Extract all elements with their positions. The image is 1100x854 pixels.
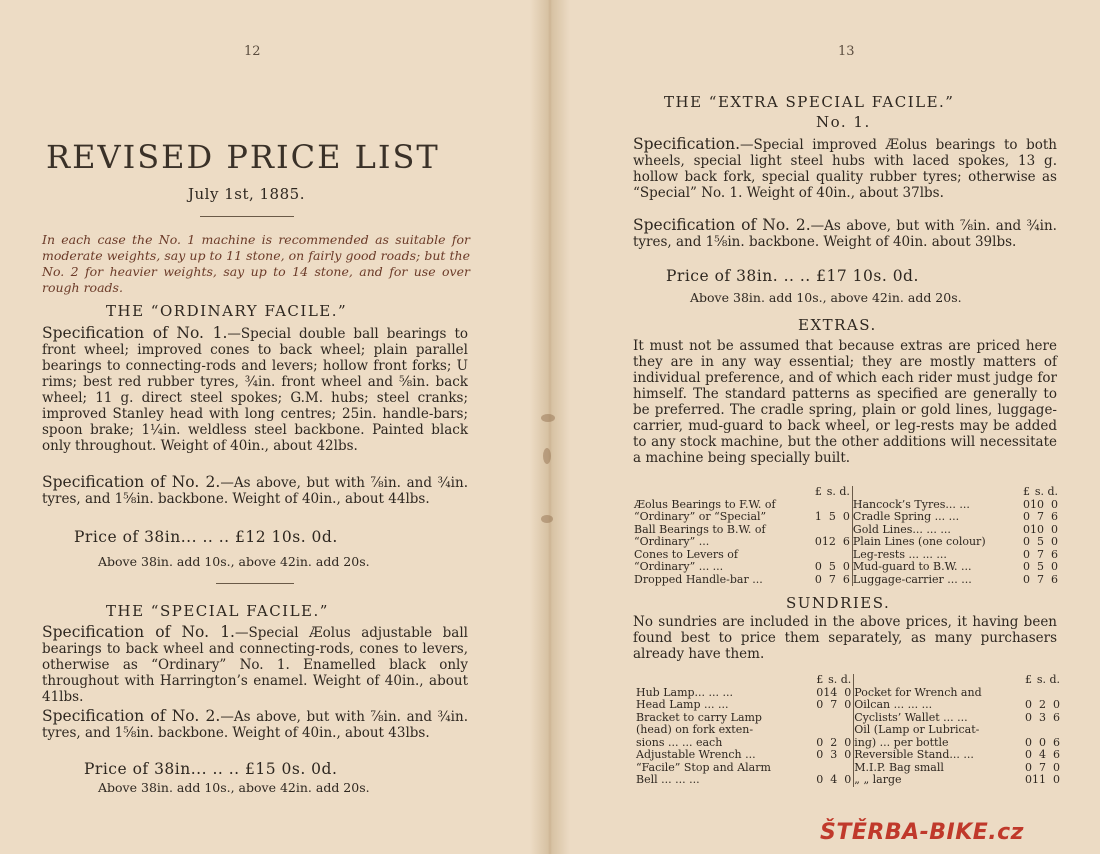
pence-value: 6 [1051, 510, 1058, 523]
item-name: Pocket for Wrench and [854, 685, 982, 699]
item-name: Oil (Lamp or Lubricat- [854, 723, 980, 736]
pence-value [837, 712, 851, 725]
pounds-value [809, 712, 823, 725]
special-facile-heading: THE “SPECIAL FACILE.” [106, 602, 329, 620]
pence-header: d. [1049, 673, 1060, 686]
pounds-value: 0 [816, 698, 824, 711]
pounds-value: 0 [1023, 510, 1030, 523]
pounds-value: 0 [814, 572, 822, 586]
item-name: sions ... ... each [636, 735, 723, 749]
pounds-value: 0 [816, 773, 824, 786]
extras-heading: EXTRAS. [798, 316, 877, 334]
item-name: Cyclists’ Wallet ... ... [854, 710, 968, 724]
pounds-value: 0 [1023, 560, 1030, 573]
pounds-value: 0 [1023, 535, 1030, 548]
special-spec-1 [42, 624, 468, 705]
shillings-value: 7 [1037, 510, 1044, 523]
sundries-paragraph: No sundries are included in the above prices, it having been found best to price them separately, as many purchasers already have them. [633, 614, 1057, 662]
item-name: Leg-rests ... ... ... [852, 547, 947, 561]
shillings-value [823, 712, 837, 725]
pence-value: 0 [844, 735, 852, 749]
pounds-value: 1 [814, 510, 822, 523]
extra-special-facile-heading: THE “EXTRA SPECIAL FACILE.” [664, 93, 955, 111]
pounds-value: 0 [814, 560, 822, 573]
shillings-header: s. [1034, 485, 1044, 498]
spec-lead: Specification of No. 2. [42, 707, 221, 725]
pence-value: 0 [1051, 560, 1058, 573]
special-size-surcharge: Above 38in. add 10s., above 42in. add 20s. [98, 780, 370, 795]
page-title: REVISED PRICE LIST [46, 138, 440, 176]
spec-lead: Specification of No. 2. [633, 216, 811, 234]
pounds-value [809, 724, 823, 737]
pence-value: 6 [1051, 547, 1058, 561]
price-row [634, 561, 1058, 574]
pounds-value [1018, 724, 1032, 737]
pence-value [1046, 724, 1060, 737]
pence-value [837, 724, 851, 737]
pence-header: d. [839, 485, 850, 498]
spec-text: —As above, but with ⅞in. and ¾in. tyres, and 1⅝in. backbone. Weight of 40in., about 44lbs. [42, 475, 468, 507]
spec-text: —As above, but with ⅞in. and ¾in. tyres, and 1⅝in. backbone. Weight of 40in. about 39lbs. [633, 218, 1057, 250]
extras-price-table [634, 486, 1058, 586]
shillings-value: 7 [1037, 547, 1044, 561]
pounds-header: £ [1023, 485, 1030, 498]
price-row [634, 574, 1058, 587]
item-name: Mud-guard to B.W. ... [852, 560, 972, 573]
shillings-value: 4 [1039, 748, 1046, 761]
pounds-value: 0 [1025, 773, 1032, 786]
item-name: “Ordinary” or “Special” [634, 510, 767, 523]
item-name: M.I.P. Bag small [854, 760, 944, 774]
pounds-header: £ [814, 485, 822, 498]
item-name: Hancock’s Tyres... ... [852, 497, 970, 511]
shillings-value: 5 [828, 560, 836, 573]
shillings-value: 7 [828, 572, 836, 586]
spec-text: —As above, but with ⅞in. and ¾in. tyres, and 1⅝in. backbone. Weight of 40in., about 43lbs. [42, 709, 468, 741]
shillings-value: 0 [1039, 735, 1046, 749]
spec-text: —Special double ball bearings to front wheel; improved cones to back wheel; plain parallel bearings to connecting-rods and levers; hollow front forks; U rims; best red rubber tyres, ¾in. front wheel and ⅝in. back wheel; 11 g. direct steel spokes; G.M. hubs; steel cranks; improved Stanley head with long centres; 25in. handle-bars; spoon brake; 1¼in. weldless steel backbone. Painted black only throughout. Weight of 40in., about 42lbs. [42, 326, 468, 454]
recommendation-note: In each case the No. 1 machine is recommended as suitable for moderate weights, say up to 11 stone, on fairly good roads; but the No. 2 for heavier weights, say up to 14 stone, and for use over rough roads. [42, 232, 470, 295]
extra-size-surcharge: Above 38in. add 10s., above 42in. add 20s. [690, 290, 962, 305]
page-number-left: 12 [244, 44, 261, 59]
pounds-value: 0 [1025, 698, 1032, 711]
pounds-value: 0 [816, 735, 824, 749]
pence-value: 0 [1051, 497, 1058, 511]
shillings-value [823, 724, 837, 737]
divider [216, 583, 294, 584]
item-name: Hub Lamp... ... ... [636, 685, 734, 699]
pence-header: d. [1047, 485, 1058, 498]
pounds-value: 0 [1023, 497, 1030, 511]
item-name: „ „ large [854, 773, 902, 786]
item-name: Bell ... ... ... [636, 773, 700, 786]
item-name: Cones to Levers of [634, 547, 738, 561]
watermark-domain: -BIKE.cz [919, 820, 1024, 845]
book-gutter [530, 0, 570, 854]
extras-paragraph: It must not be assumed that because extras are priced here they are in any way essential; they are mostly matters of individual preference, and of which each rider must judge for himself. The standard patterns as specified are generally to be preferred. The cradle spring, plain or gold lines, luggage-carrier, mud-guard to back wheel, or leg-rests may be added to any stock machine, but the other additions will necessitate a machine being specially built. [633, 338, 1057, 466]
shillings-value: 4 [830, 773, 838, 786]
item-name: Cradle Spring ... ... [852, 510, 960, 523]
item-name: Æolus Bearings to F.W. of [634, 497, 776, 511]
pounds-header: £ [816, 673, 824, 686]
item-name: Ball Bearings to B.W. of [634, 522, 766, 536]
sundries-heading: SUNDRIES. [786, 594, 891, 612]
shillings-value: 2 [1039, 698, 1046, 711]
pence-value: 0 [844, 773, 852, 786]
shillings-value: 11 [1032, 773, 1046, 786]
date-line: July 1st, 1885. [188, 185, 305, 203]
item-name: Plain Lines (one colour) [852, 535, 986, 548]
divider [200, 216, 294, 217]
item-name: Reversible Stand... ... [854, 748, 974, 761]
pence-value: 6 [1053, 748, 1060, 761]
item-name: Luggage-carrier ... ... [852, 572, 972, 586]
shillings-value [1032, 724, 1046, 737]
shillings-value: 5 [1037, 560, 1044, 573]
shillings-value: 5 [1037, 535, 1044, 548]
ordinary-spec-2 [42, 474, 468, 507]
item-name: Adjustable Wrench ... [636, 748, 756, 761]
pounds-value: 0 [1025, 760, 1032, 774]
shillings-value: 7 [1039, 760, 1046, 774]
shillings-value: 2 [830, 735, 838, 749]
item-name: “Facile” Stop and Alarm [636, 760, 771, 774]
special-price: Price of 38in... .. .. £15 0s. 0d. [84, 760, 338, 778]
watermark-logo [820, 820, 1024, 845]
page-stain [541, 414, 555, 422]
pounds-value: 0 [1025, 710, 1032, 724]
pence-value: 6 [1053, 735, 1060, 749]
item-name: Dropped Handle-bar ... [634, 572, 763, 586]
spec-text: —Special Æolus adjustable ball bearings to back wheel and connecting-rods, cones to levers, otherwise as “Ordinary” No. 1. Enamelled black only throughout with Harrington’s enamel. Weight of 40in., about 41lbs. [42, 625, 468, 705]
pounds-header: £ [1025, 673, 1032, 686]
extra-special-subheading: No. 1. [816, 113, 871, 131]
pence-value: 6 [842, 572, 850, 586]
pounds-value: 0 [1023, 547, 1030, 561]
pence-value: 0 [1053, 760, 1060, 774]
pounds-value: 0 [1023, 522, 1030, 536]
ordinary-size-surcharge: Above 38in. add 10s., above 42in. add 20s. [98, 554, 370, 569]
pence-value: 6 [1053, 710, 1060, 724]
price-row [634, 511, 1058, 524]
pounds-value: 0 [1025, 735, 1032, 749]
price-row [636, 774, 1060, 787]
shillings-value: 3 [830, 748, 838, 761]
pence-value: 0 [1051, 522, 1058, 536]
spec-lead: Specification of No. 1. [42, 623, 235, 641]
item-name: Gold Lines... ... ... [852, 522, 951, 536]
item-name: “Ordinary” ... [634, 535, 710, 548]
spec-lead: Specification of No. 1. [42, 324, 228, 342]
ordinary-spec-1 [42, 325, 468, 454]
page-stain [541, 515, 553, 523]
pounds-value: 0 [816, 748, 824, 761]
extra-spec-1 [633, 136, 1057, 201]
pence-header: d. [840, 673, 852, 686]
spec-lead: Specification of No. 2. [42, 473, 221, 491]
shillings-value: 10 [1030, 522, 1044, 536]
ordinary-price: Price of 38in... .. .. £12 10s. 0d. [74, 528, 338, 546]
shillings-header: s. [828, 673, 838, 686]
pence-value: 0 [1053, 773, 1060, 786]
sundries-price-table [636, 674, 1060, 787]
spec-lead: Specification. [633, 135, 741, 153]
pence-value: 6 [842, 535, 850, 548]
extra-spec-2 [633, 217, 1057, 250]
pence-value: 0 [842, 510, 850, 523]
page-number-right: 13 [838, 44, 855, 59]
shillings-value: 10 [1030, 497, 1044, 511]
pounds-value: 0 [814, 535, 822, 548]
spec-text: —Special improved Æolus bearings to both wheels, special light steel hubs with laced spokes, 13 g. hollow back fork, special quality rubber tyres; otherwise as “Special” No. 1. Weight of 40in., about 37lbs. [633, 137, 1057, 201]
price-row [636, 749, 1060, 762]
pence-value: 0 [844, 685, 852, 699]
shillings-value: 7 [830, 698, 838, 711]
extra-price: Price of 38in. .. .. £17 10s. 0d. [666, 267, 919, 285]
pounds-value: 0 [1023, 572, 1030, 586]
shillings-value: 3 [1039, 710, 1046, 724]
price-row [636, 699, 1060, 712]
special-spec-2 [42, 708, 468, 741]
shillings-header: s. [1036, 673, 1046, 686]
pence-value: 0 [1051, 535, 1058, 548]
item-name: “Ordinary” ... ... [634, 560, 724, 573]
pence-value: 0 [844, 698, 852, 711]
watermark-brand: ŠTĚRBA [820, 820, 920, 845]
item-name: ing) ... per bottle [854, 735, 949, 749]
item-name: Bracket to carry Lamp [636, 710, 762, 724]
pounds-value: 0 [1025, 748, 1032, 761]
shillings-value: 7 [1037, 572, 1044, 586]
page-stain [543, 448, 551, 464]
item-name: Oilcan ... ... ... [854, 698, 933, 711]
ordinary-facile-heading: THE “ORDINARY FACILE.” [106, 302, 348, 320]
pence-value: 0 [842, 560, 850, 573]
shillings-value: 14 [823, 685, 838, 699]
shillings-header: s. [826, 485, 836, 498]
item-name: (head) on fork exten- [636, 723, 754, 736]
shillings-value: 12 [821, 535, 836, 548]
pence-value: 0 [1053, 698, 1060, 711]
item-name: Head Lamp ... ... [636, 698, 729, 711]
pounds-value: 0 [816, 685, 824, 699]
pence-value: 6 [1051, 572, 1058, 586]
price-row [636, 724, 1060, 737]
shillings-value: 5 [828, 510, 836, 523]
pence-value: 0 [844, 748, 852, 761]
price-row [634, 536, 1058, 549]
